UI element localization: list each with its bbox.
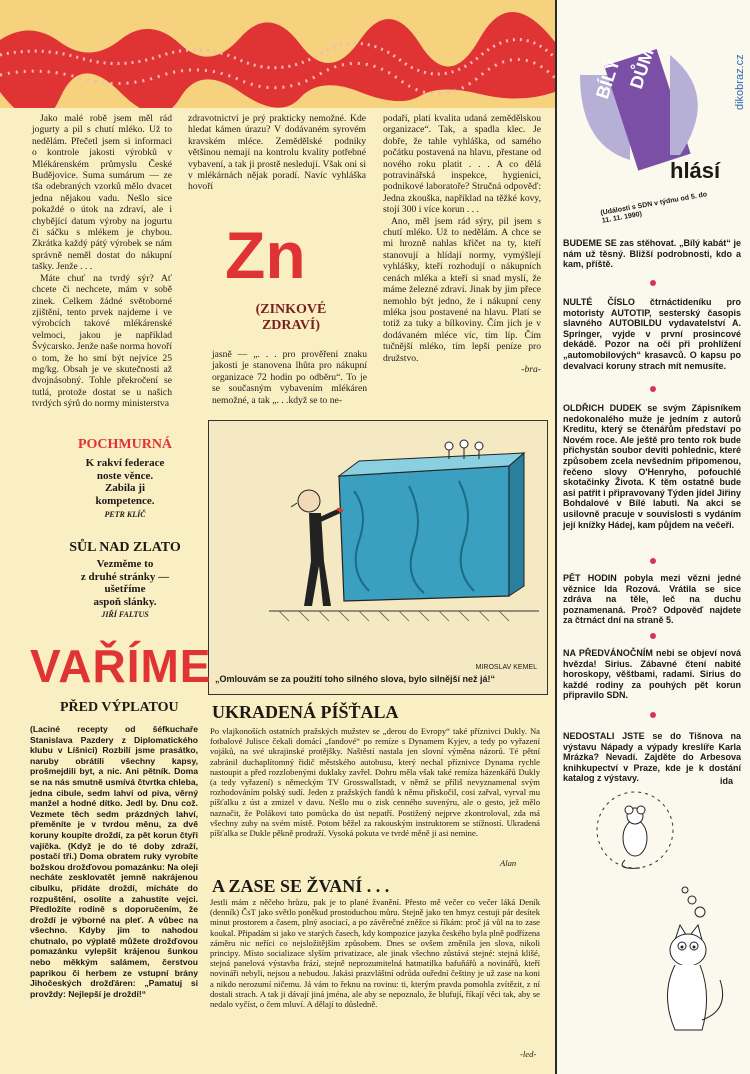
cartoon-caption: „Omlouvám se za použití toho silného slova, bylo silnější než já!“ [215,674,496,684]
side-item: PĚT HODIN pobyla mezi vězni jedné věznice Ida Rozová. Vrátila se sice zdráva na těle, leč na duchu poznamenaná. Proč? Odpověď najdete za čtrnáct dní na straně 5. [563,573,741,626]
varime-title: VAŘÍME [30,640,212,692]
poem1-author: PETR KLÍČ [104,510,146,519]
poem1-line: K rakví federace [85,457,165,469]
col3-para1: podaří, platí kvalita udaná zemědělskou organizace“. Tak, a spadla klec. Je dobře, že tahle vyhláška, od samého počátku postavená na hlavu, přestane od nového roku platit . . . A co dělá potravinářská inspekce, hygienici, podnikové laboratoře? Stručná odpověď: Jedna zkouška, například na těžké kovy, stojí 300 i více korun . . . [383,113,541,216]
article-col2b [212,349,367,406]
cartoon-illustration [209,421,547,661]
red-wave-banner [0,0,555,108]
article-col2 [188,113,366,193]
site-label: dikobraz.cz [734,54,746,110]
col2-para1: zdravotnictví je prý prakticky nemožné. Kde hledat kámen úrazu? V dodávaném syrovém kravském mléce. Zemědělské podniky většinou nemají na kontrolu kvality potřebné vybavení, a tak ji prostě nesledují. Však oni si v mlékárnách nějak poradí. Navíc vyhláška hovoří [188,113,366,193]
col3-signature: -bra- [521,363,541,375]
ukradena-title: UKRADENÁ PÍŠŤALA [212,702,399,722]
bullet-dot [650,386,656,392]
bullet-dot [650,712,656,718]
side-item: NA PŘEDVÁNOČNÍM nebi se objeví nová hvězda! Sirius. Zábavné čtení nabité horoskopy, věštbami, radami. Sirius do každé rodiny za pouhých pět korun připravilo SDN. [563,648,741,701]
side-item: OLDŘICH DUDEK se svým Zápisníkem nedokonalého muže je jedním z autorů Kreditu, který se čtenářům představí po Novém roce. Ale ještě pro tento rok bude přichystán soubor devíti pohlednic, které způsobem zcela nevšedním připomenou, řečeno slovy O'Henryho, pofouchlé skotačinky Života. K těm ostatně bude asi patřit i připravovaný Týden jídel Jiřiny Bohdalové v Bílé labuti. Na akci se usilovně pracuje v souvislosti s vydáním její knížky Hádej, kam půjdem na večeři. [563,403,741,530]
bullet-dot [650,280,656,286]
poem1-body [45,457,205,507]
cartoon-artist: MIROSLAV KEMEL [475,664,537,671]
poem1-line: kompetence. [95,494,155,507]
ukradena-text: Po vlajkonoších ostatních pražských mužstev se „derou do Evropy“ také příznivci Dukly. Na fotbalové Julisce čekali domácí „fandové“ po remíze s Dynamem Kyjev, a tedy po vyřazení vojáků, na své ukrajinské protějšky. Naštěstí nastala jen slovní výměna názorů. Té pětní zabránil duchaplítomný řidič městského autobusu, který nechal příznivce Dynama rychle nastoupit a před rozzlobenými duklaky zavřel. Dohru měla však také remíza házenkářů Dukly (a tedy vyřazení) s německým TV Grosswallstadt, v němž se příliš nevyznamenal svým rozhodováním polský sudí. Jeden z pražských fandů k němu přiskočil, cosi zařval, vyrval mu píšťalku z úst a zmizel v davu. Nešlo mu o zisk cenného suvenýru, ale o gesto, jež mělo naznačit, že Polákovi tato pomůcka do úst nepatří. Postižený nejprve zkontroloval, zda má všechny zuby na svém místě. Potom běžel za rakouským instruktorem se stížností. Ukradená píšťalka se Dukle pěkně prodraží. Vysoká pokuta ve tvrdé měně ji asi nemine. [210,726,540,839]
poem1-title: POCHMURNÁ [77,437,173,452]
zase-title: A ZASE SE ŽVANÍ . . . [212,876,390,896]
poem2-line: Vezměme to [96,558,154,570]
bullet-dot [650,558,656,564]
poem2-line: aspoň slánky. [93,595,157,608]
logo-subtitle: (Události s SDN v týdnu od 5. do 11. 11. 1990) [600,191,708,225]
logo-hlasi: hlásí [670,158,721,183]
logo-bily: BÍLÝ [592,55,624,102]
side-item: BUDEME SE zas stěhovat. „Bílý kabát“ je nám už těsný. Bližší podrobnosti, kdo a kam, příště. [563,238,741,270]
poem1-line: Zabila ji [104,482,146,494]
zn-subtitle: (ZINKOVÉ ZDRAVÍ) [255,302,327,333]
varime-text: (Laciné recepty od šéfkuchaře Stanislava Pazdery z Diplomatického klubu v Líšnici) Rozbilí jsme prasátko, naruby obrátili všechny kapsy, prošmejdili byt, a nic. Ani pětník. Doma se na nás smutně usmívá čtvrtka chleba, jedna cibule, sedm lahví od piva, věrný manžel a hodné dítko. Jedl by. Dnu což. Vezmete těch sedm prázdných lahví, přeměníte je v tvrdou měnu, za dvě koruny koupíte droždí, za pět korun čtyři vajíčka. (Když je do té doby zdraží, postačí tři.) Doma obratem ruky vyrobíte božskou drožďovou pomazánku: Na oleji necháte zesklovatět jemně nakrájenou cibulku, přidáte droždí, mícháte do rozpuštění, osolíte a zahustíte vejci. Předložíte rodině s doporučením, že droždí je výborné na pleť. A vůbec na všechno. Kdyby jim to nahodou chutnalo, po výplatě můžete drožďovou pomazánku vylepšit krájenou šunkou nebo měkkým salámem, čerstvou paprikou či herbem ze vstupní brány Jihočeských drožďáren: „Pamatuj si provždy: Nejlepší je droždí!“ [30,724,198,999]
poem1-line: noste věnce. [96,469,154,482]
side-item: NEDOSTALI JSTE se do Tišnova na výstavu Nápady a výpady kreslíře Karla Mrázka? Nevadí. Zajděte do Arbesova knihkupectví v Praze, kde je k dostání katalog z výstavy. [563,731,741,784]
poem2-line: ušetříme [104,583,146,595]
side-signature: ida [720,776,734,786]
ukradena-signature: Alan [500,858,517,868]
article-col3 [383,113,541,375]
zn-symbol: Zn [225,218,306,292]
cartoon-frame [208,420,548,695]
poem2-body [45,558,205,608]
article-col1 [32,113,172,410]
col1-para2: Máte chuť na tvrdý sýr? Ať chcete či nechcete, mám v sobě zinek. Celkem žádné světoborné zjištění, tento prvek najdeme i ve výrobcích takové mlékárenské velmoci, jakou je například Švýcarsko. Jenže naše norma hovoří o tom, že ho smí být nejvíce 25 mg/kg. Obsah je ve skutečnosti až dvojnásobný. Tohle překročení se tutlá, protože dostat se u našich tvrdých sýrů do normy ministerstva [32,272,172,410]
col3-para2: Ano, měl jsem rád sýry, pil jsem s chutí mléko. Už to nedělám. A chce se mi hrozně nahlas křičet na ty, kteří stanovují a hlídají normy, vymýšlejí vyhlášky, kteří rozhodují o nákupních cenách mléka a kteří si snad myslí, že máme železné zdraví. Jinak by jim přece nemohlo být jedno, že i nákupní ceny mléka jsou postavené na hlavu. Platí se totiž za tuky a bílkoviny. Čím jich je v dodávaném mléce víc, tím líp. Čím tučnější mléko, tím lepší peníze pro družstvo. [383,215,541,364]
col2-para2: jasně — „. . . pro prověření znaku jakosti je stanovena lhůta pro nákupní organizace 72 hodin po odběru“. To je se současným vybavením mlékáren nemožné, a tak „. . .když se to ne- [212,349,367,406]
zase-text: Jestli mám z něčeho hrůzu, pak je to plané žvanění. Přesto mě večer co večer láká Deník (denník) ČsT jako světlo poněkud prostoduchou můru. Stejně jako ten hmyz cestuji pár desítek minut prostorem a časem, plný asociací, a po závěrečné zněžce si říkám: proč já vůl na to zase koukal. Připadám si jako ve starých časech, kdy kompozice jazyka českého byla plně podřízena záměru nic neříci co nejsložitějším způsobem. Dnes se ovšem změnila jen slova, nikoli principy. Místo socializace slyším privatizace, ale jinak všechno zůstává stejné: stejná klišé, stejná panelová výstavba frází, stejně neprozumitelná hatmatilka bafuňářů a novinářů, kteří novináři nebyli, nejsou a nebudou. Jakási prazvláštní odrůda ouřední češtiny je už zase na koni a nikdo nerozumí ničemu. Já vám to řeknu na rovinu: ti, kterým pravda pomohla zvítězit, z ní dostali strach. A tak ji dávají jiná jména, ale aby se nepoznalo, že blufují, říkají věci tak, aby se nedalo vyčíst, o čem mluví. A dělají to důsledně. [210,897,540,1010]
site-label-wrap [732,10,748,120]
bullet-dot [650,633,656,639]
mouse-cat-drawing [580,790,740,1060]
col1-para1: Jako malé robě jsem měl rád jogurty a pil s chutí mléko. Už to nedělám. Přečetl jsem si informaci o kontrole jakosti výrobků v Mlékárenském průmyslu České Budějovice. Suma sumárum — ze tša odebraných vzorků mělo dvacet jedna nějakou vadu. Nešlo sice pokaždé o útok na zdraví, ale i chybějící datum výroby na jogurtu či sáčku s mlékem je chybou. Zkrátka každý pátý výrobek se nám správně neměl dostat do nákupní tašky. Jenže . . . [32,113,172,273]
varime-subtitle: PŘED VÝPLATOU [60,700,179,715]
logo-dum: DŮM [626,46,658,92]
poem2-author: JIŘÍ FALTUS [101,610,149,619]
poem2-title: SŮL NAD ZLATO [69,540,181,555]
zase-signature: -led- [520,1049,537,1059]
side-item: NULTÉ ČÍSLO čtrnáctideníku pro motoristy AUTOTIP, sesterský časopis slavného AUTOBILDU vydavatelství A. Springer, vyjde v první prosincové dekádě. Pozor na oči při prohlížení „automobilových“ krasavců. O kapsu po devalvaci koruny strach mít nemusíte. [563,297,741,371]
poem2-line: z druhé stránky — [80,570,170,583]
